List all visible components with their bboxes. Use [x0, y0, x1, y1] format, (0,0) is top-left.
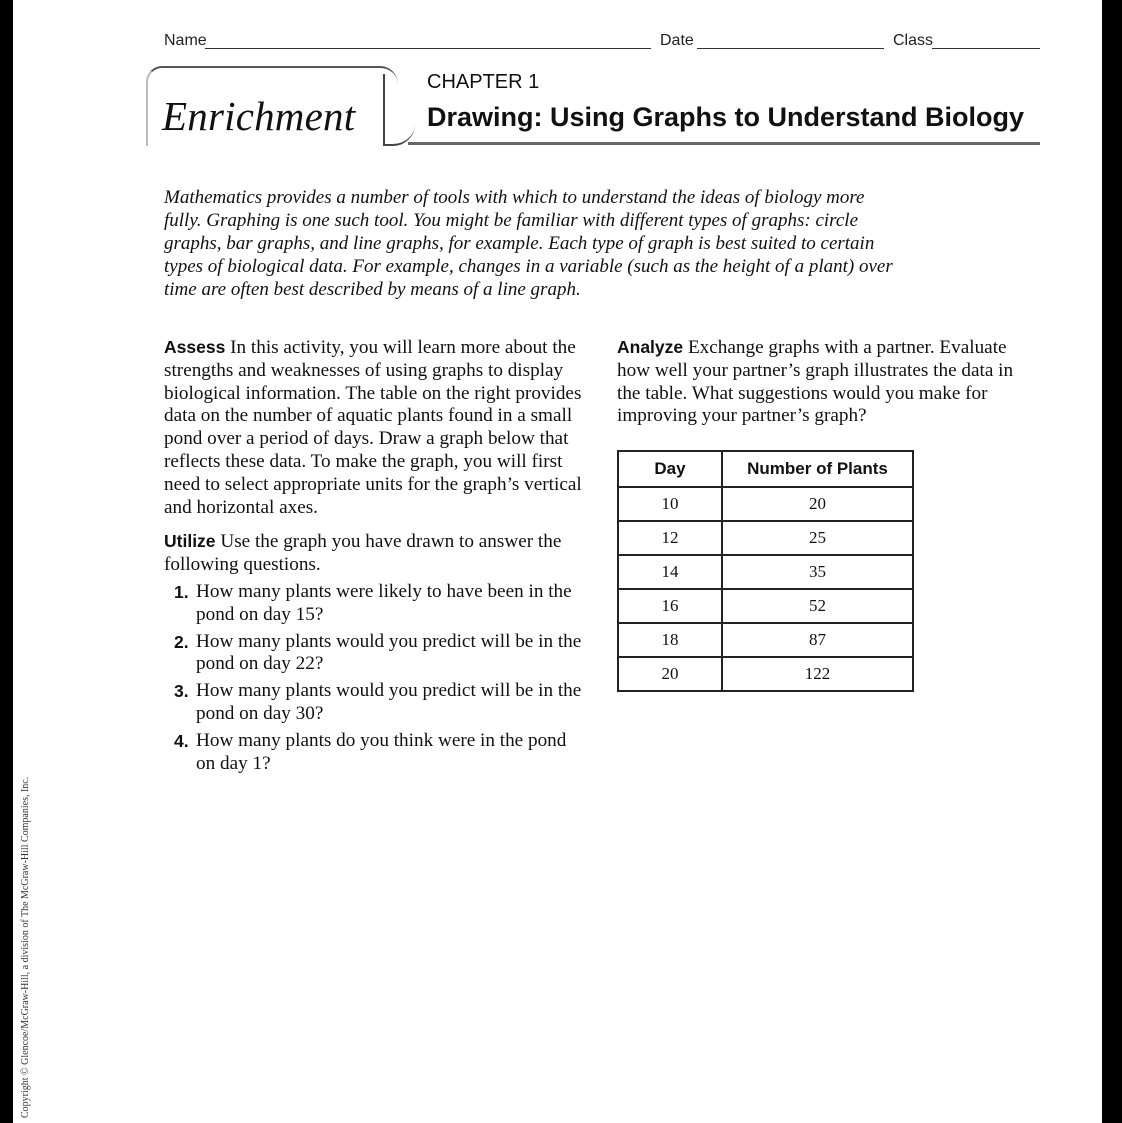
copyright-notice: Copyright © Glencoe/McGraw-Hill, a division of The McGraw-Hill Companies, Inc.	[20, 776, 31, 1118]
day-cell: 16	[618, 589, 722, 623]
intro-paragraph: Mathematics provides a number of tools with which to understand the ideas of biology more fully. Graphing is one such tool. You might be familiar with different types of graphs: circle graphs, bar graphs, and line graphs, for example. Each type of graph is best suited to certain types of biological data. For example, changes in a variable (such as the height of a plant) over time are often best described by means of a line graph.	[164, 187, 893, 300]
question-item	[164, 631, 588, 677]
right-column	[617, 336, 1029, 428]
utilize-text: Use the graph you have drawn to answer the following questions.	[164, 531, 562, 576]
question-number: 4.	[174, 730, 189, 751]
chapter-number: CHAPTER 1	[427, 71, 540, 93]
plants-cell: 52	[722, 589, 913, 623]
enrichment-tab-curve	[383, 74, 415, 146]
plants-cell: 122	[722, 657, 913, 691]
plants-cell: 87	[722, 623, 913, 657]
table-row	[618, 623, 913, 657]
class-blank[interactable]	[932, 48, 1040, 49]
chapter-banner	[146, 66, 1040, 146]
question-number: 2.	[174, 631, 189, 652]
plant-data-table	[617, 450, 914, 692]
question-number: 3.	[174, 681, 189, 702]
assess-paragraph	[164, 336, 588, 519]
table-row	[618, 589, 913, 623]
date-label: Date	[660, 32, 694, 49]
section-label: Enrichment	[162, 93, 356, 139]
question-text: How many plants were likely to have been in the pond on day 15?	[196, 580, 572, 625]
class-label: Class	[893, 32, 934, 49]
date-blank[interactable]	[697, 48, 884, 49]
name-label: Name	[164, 32, 207, 49]
title-rule	[408, 142, 1040, 145]
table-row	[618, 487, 913, 521]
table-row	[618, 555, 913, 589]
table-row	[618, 657, 913, 691]
utilize-lead: Utilize	[164, 531, 216, 552]
analyze-paragraph	[617, 336, 1029, 428]
day-cell: 12	[618, 521, 722, 555]
plants-cell: 20	[722, 487, 913, 521]
table-header-row	[618, 451, 913, 487]
question-list	[164, 581, 588, 775]
table-row	[618, 521, 913, 555]
analyze-lead: Analyze	[617, 337, 684, 357]
question-item	[164, 680, 588, 726]
plants-cell: 35	[722, 555, 913, 589]
day-cell: 10	[618, 487, 722, 521]
day-column-header: Day	[618, 451, 722, 487]
question-item	[164, 730, 588, 776]
day-cell: 18	[618, 623, 722, 657]
page-title: Drawing: Using Graphs to Understand Biology	[427, 102, 1025, 132]
name-blank[interactable]	[205, 48, 651, 49]
assess-text: In this activity, you will learn more about the strengths and weaknesses of using graphs to display biological information. The table on the right provides data on the number of aquatic plants found in a small pond over a period of days. Draw a graph below that reflects these data. To make the graph, you will first need to select appropriate units for the graph’s vertical and horizontal axes.	[164, 337, 582, 518]
analyze-text: Exchange graphs with a partner. Evaluate how well your partner’s graph illustrates the data in the table. What suggestions would you make for improving your partner’s graph?	[617, 337, 1014, 427]
right-frame-edge	[1102, 0, 1122, 1123]
question-text: How many plants would you predict will be in the pond on day 30?	[196, 680, 582, 724]
question-text: How many plants would you predict will be in the pond on day 22?	[196, 630, 582, 675]
question-item	[164, 581, 588, 627]
question-text: How many plants do you think were in the pond on day 1?	[196, 729, 567, 774]
day-cell: 20	[618, 657, 722, 691]
plants-cell: 25	[722, 521, 913, 555]
utilize-paragraph	[164, 530, 588, 577]
student-info-row	[164, 32, 1040, 54]
question-number: 1.	[174, 581, 189, 602]
day-cell: 14	[618, 555, 722, 589]
assess-lead: Assess	[164, 337, 226, 357]
left-frame-edge	[0, 0, 13, 1123]
plants-column-header: Number of Plants	[722, 451, 913, 487]
left-column	[164, 336, 588, 775]
